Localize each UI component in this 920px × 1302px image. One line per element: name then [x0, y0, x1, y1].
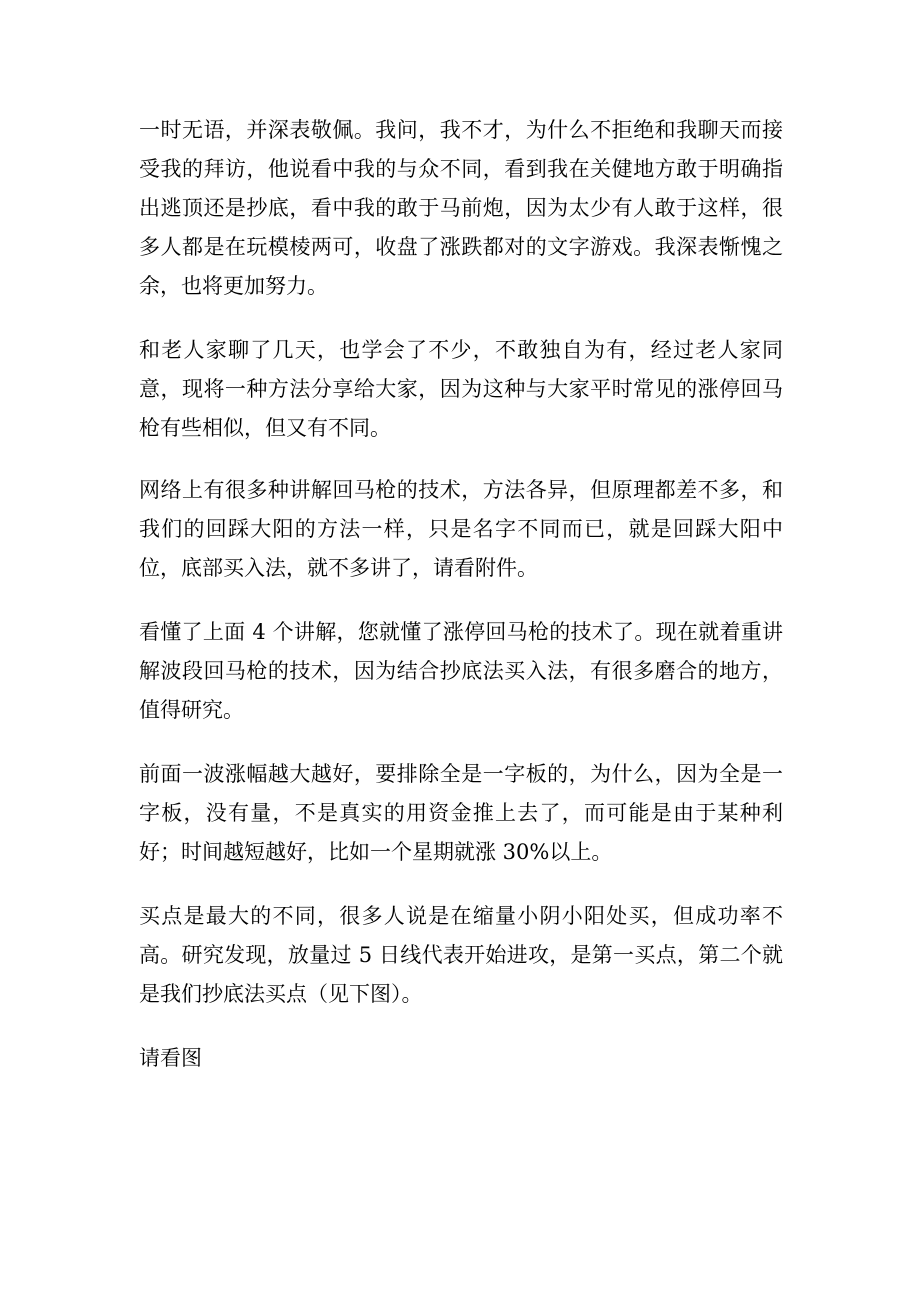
paragraph-6: 买点是最大的不同，很多人说是在缩量小阴小阳处买，但成功率不高。研究发现，放量过 5 日线代表开始进攻，是第一买点，第二个就是我们抄底法买点（见下图）。	[139, 904, 783, 1006]
paragraph-4: 看懂了上面 4 个讲解，您就懂了涨停回马枪的技术了。现在就着重讲解波段回马枪的技术，因为结合抄底法买入法，有很多磨合的地方，值得研究。	[139, 620, 783, 722]
paragraph-5: 前面一波涨幅越大越好，要排除全是一字板的，为什么，因为全是一字板，没有量，不是真实的用资金推上去了，而可能是由于某种利好；时间越短越好，比如一个星期就涨 30%以上。	[139, 762, 783, 864]
paragraph-2: 和老人家聊了几天，也学会了不少，不敢独自为有，经过老人家同意，现将一种方法分享给大家，因为这种与大家平时常见的涨停回马枪有些相似，但又有不同。	[139, 338, 783, 440]
document-body	[139, 111, 783, 1078]
paragraph-7: 请看图	[139, 1046, 202, 1070]
paragraph-3: 网络上有很多种讲解回马枪的技术，方法各异，但原理都差不多，和我们的回踩大阳的方法一样，只是名字不同而已，就是回踩大阳中位，底部买入法，就不多讲了，请看附件。	[139, 478, 783, 580]
paragraph-1: 一时无语，并深表敬佩。我问，我不才，为什么不拒绝和我聊天而接受我的拜访，他说看中我的与众不同，看到我在关健地方敢于明确指出逃顶还是抄底，看中我的敢于马前炮，因为太少有人敢于这样，很多人都是在玩模棱两可，收盘了涨跌都对的文字游戏。我深表惭愧之余，也将更加努力。	[139, 118, 783, 298]
